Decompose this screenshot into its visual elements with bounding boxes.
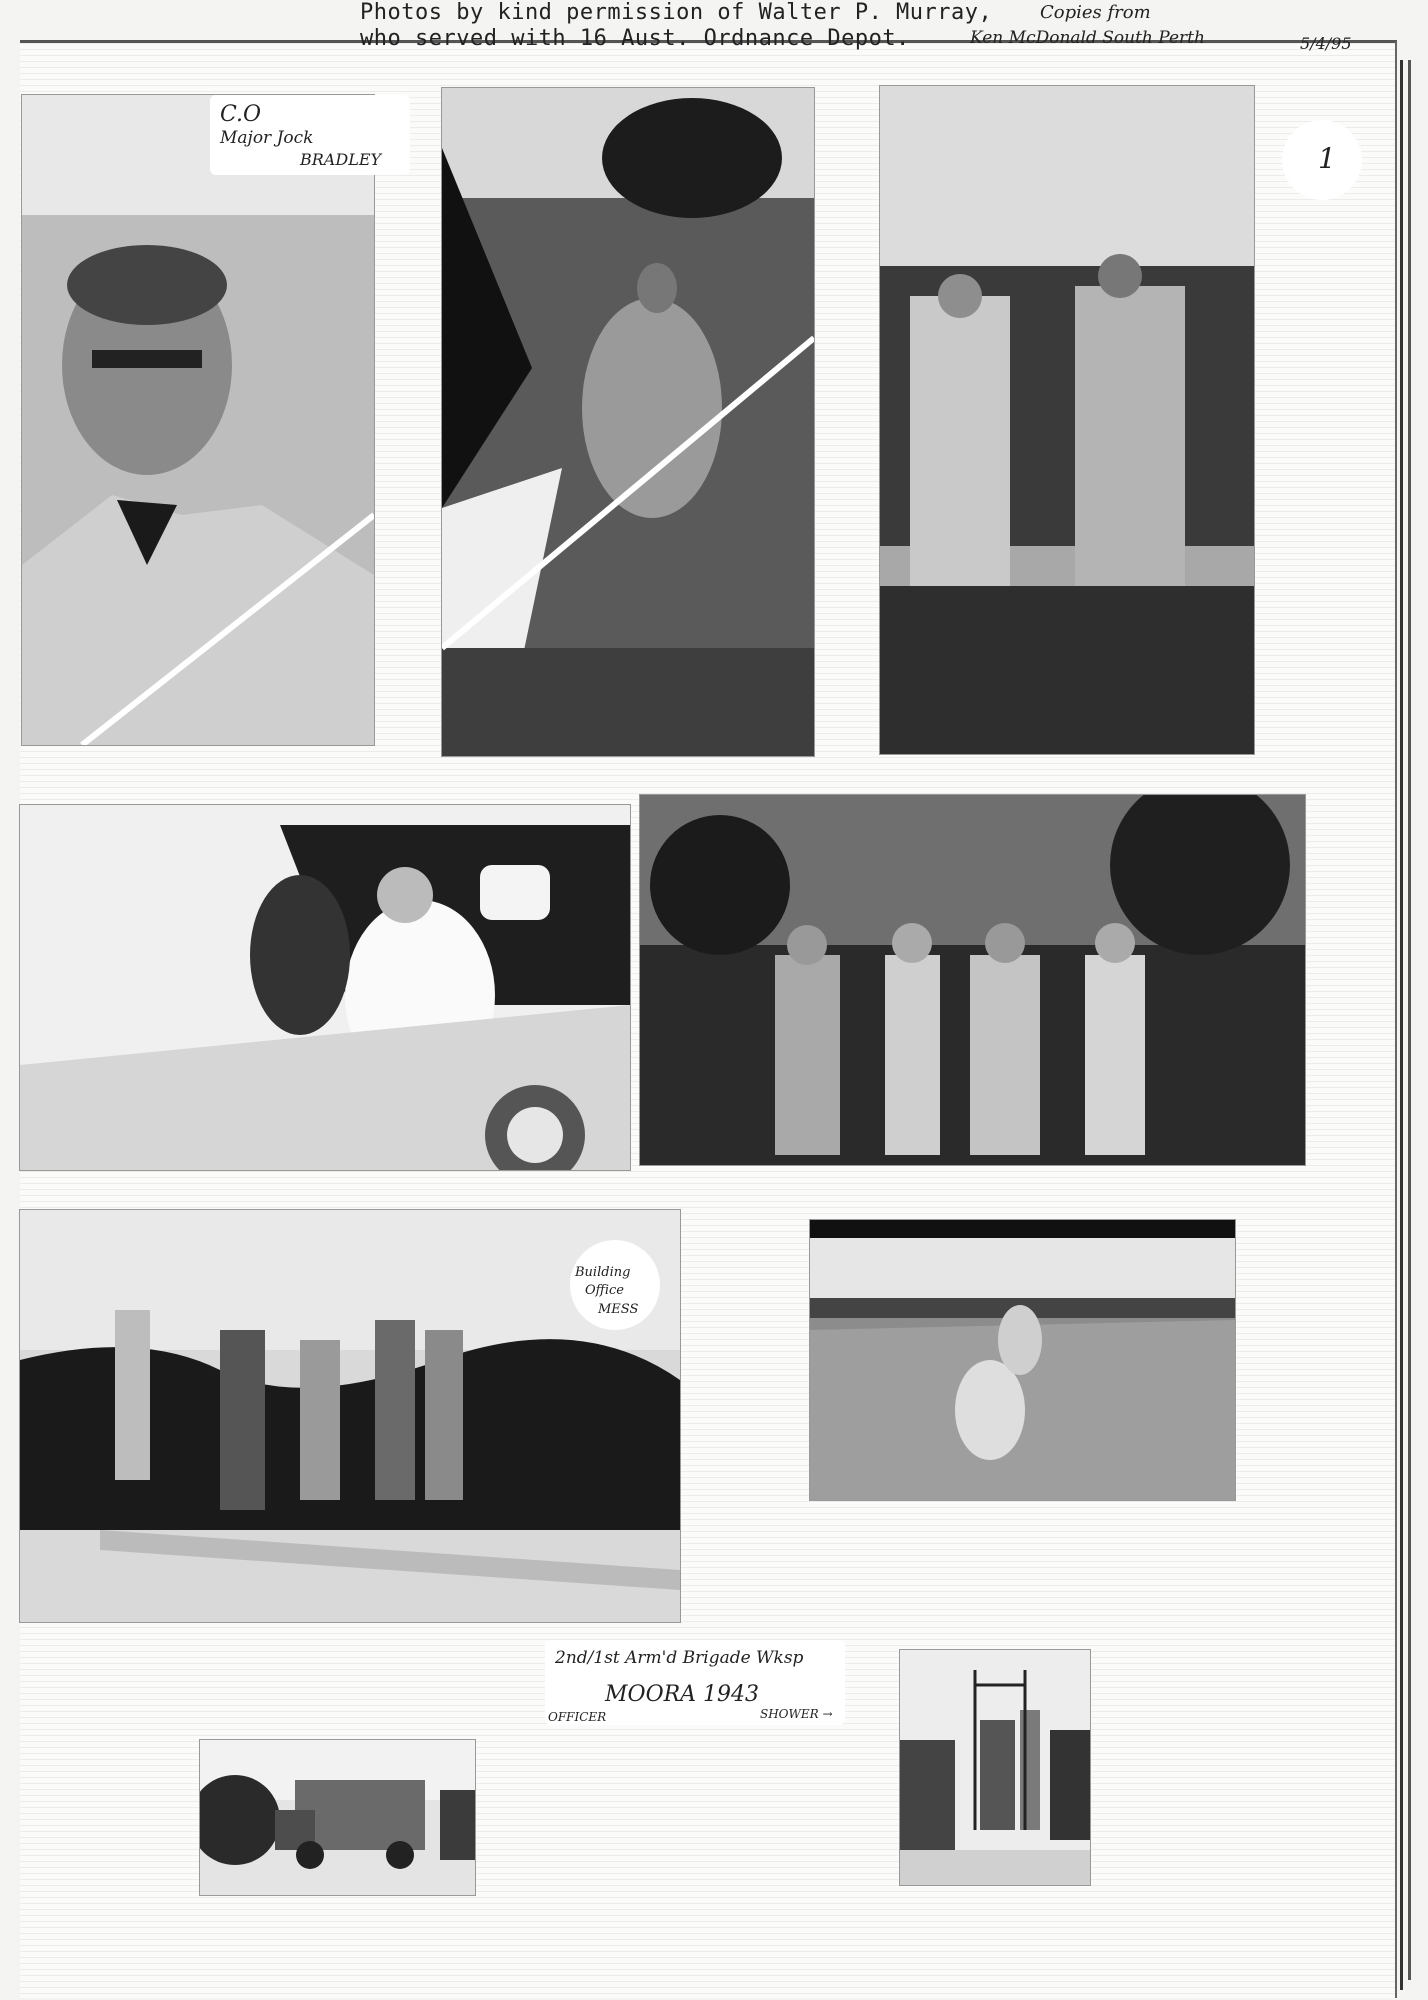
co-name-line: Major Jock	[220, 128, 314, 148]
photo-truck	[200, 1740, 475, 1895]
mess-label-building: Building	[575, 1265, 631, 1280]
photo-two-officers	[880, 86, 1254, 754]
page-edge	[1408, 60, 1411, 1980]
page-number: 1	[1318, 142, 1336, 175]
shower-caption: SHOWER →	[760, 1707, 833, 1721]
photo-seated-soldier	[442, 88, 814, 756]
photo-four-men	[640, 795, 1305, 1165]
officer-caption: OFFICER	[548, 1710, 607, 1724]
co-surname: BRADLEY	[300, 150, 382, 169]
handwritten-copies-note: Copies from	[1040, 2, 1151, 23]
header-unit-line: who served with 16 Aust. Ordnance Depot.	[360, 26, 910, 51]
photo-shower	[900, 1650, 1090, 1885]
handwritten-date: 5/4/95	[1300, 34, 1352, 53]
mess-label-office: Office	[585, 1283, 624, 1298]
photo-jeep	[20, 805, 630, 1170]
brigade-caption: 2nd/1st Arm'd Brigade Wksp	[555, 1648, 804, 1668]
header-credit-line: Photos by kind permission of Walter P. Murray,	[360, 0, 993, 25]
mess-label: MESS	[598, 1302, 639, 1317]
photo-bathers	[810, 1220, 1235, 1500]
page-edge	[1400, 60, 1403, 1990]
location-caption: MOORA 1943	[605, 1682, 760, 1707]
photo-co-portrait	[22, 95, 374, 745]
handwritten-source-note: Ken McDonald South Perth	[970, 28, 1205, 48]
co-label: C.O	[220, 102, 262, 127]
